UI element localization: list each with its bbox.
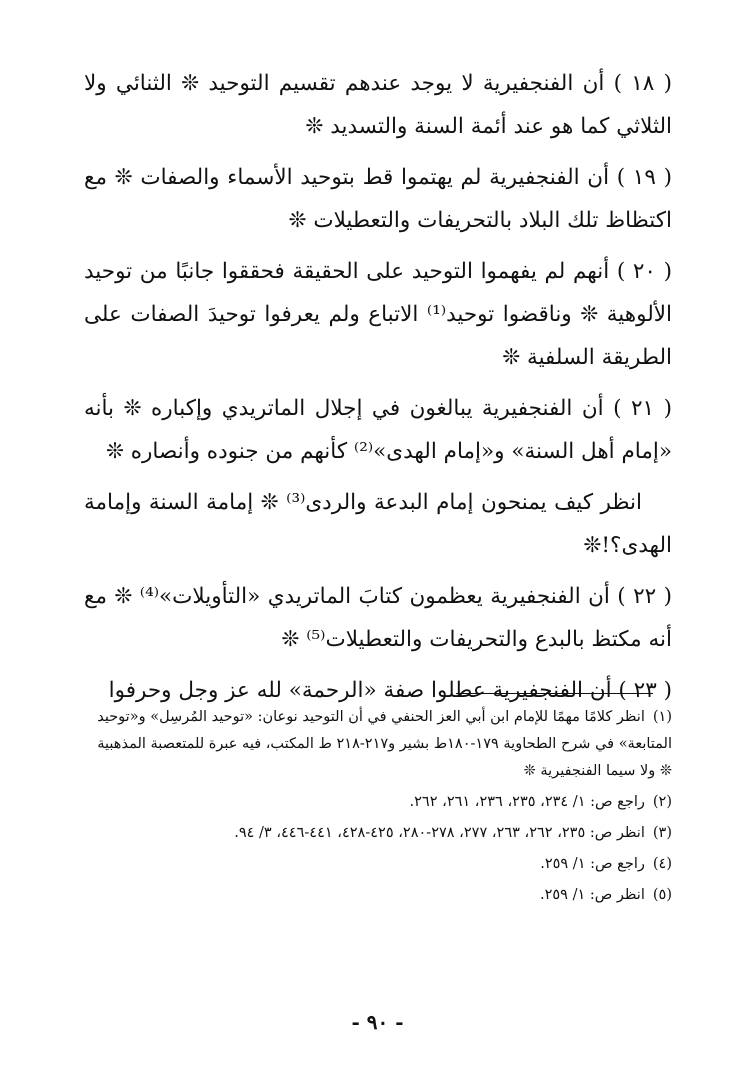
footnote-divider — [456, 693, 653, 694]
footnote-text: انظر ص: ٢٣٥، ٢٦٢، ٢٦٣، ٢٧٧، ٢٧٨-٢٨٠، ٤٢٥-٤٢٨، ٤٤١-٤٤٦، ٣/ ٩٤. — [234, 825, 645, 841]
footnote-number: (٤) — [652, 856, 672, 872]
main-text — [84, 62, 672, 720]
footnote-text: راجع ص: ١/ ٢٣٤، ٢٣٥، ٢٣٦، ٢٦١، ٢٦٢. — [409, 794, 645, 810]
footnote-number: (٢) — [652, 794, 672, 810]
footnote-number: (٥) — [652, 887, 672, 903]
footnote-text: انظر كلامًا مهمًا للإمام ابن أبي العز الحنفي في أن التوحيد نوعان: «توحيد المُرسِل» و«توحيد المتابعة» في شرح الطحاوية ١٧٩-١٨٠ط بشير و٢١٧-٢١٨ ط المكتب، فيه عبرة للمتعصبة المذهبية ❊ ولا سيما الفنجفيرية ❊ — [97, 709, 672, 779]
footnote-number: (١) — [652, 709, 672, 725]
footnote-5 — [84, 882, 672, 909]
footnote-3 — [84, 820, 672, 847]
paragraph-20: ( ٢٠ ) أنهم لم يفهموا التوحيد على الحقيقة فحققوا جانبًا من توحيد الألوهية ❊ وناقضوا توحيد⁽¹⁾ الاتباع ولم يعرفوا توحيدَ الصفات على الطريقة السلفية ❊ — [84, 259, 672, 370]
footnote-text: انظر ص: ١/ ٢٥٩. — [539, 887, 645, 903]
paragraph-22: ( ٢٢ ) أن الفنجفيرية يعظمون كتابَ الماتريدي «التأويلات»⁽⁴⁾ ❊ مع أنه مكتظ بالبدع والتحريفات والتعطيلات⁽⁵⁾ ❊ — [84, 584, 672, 652]
footnotes — [84, 704, 672, 913]
footnote-text: راجع ص: ١/ ٢٥٩. — [540, 856, 645, 872]
paragraph-23: ( ٢٣ ) أن الفنجفيرية عطلوا صفة «الرحمة» لله عز وجل وحرفوا — [108, 678, 672, 703]
footnote-number: (٣) — [652, 825, 672, 841]
footnote-2 — [84, 789, 672, 816]
paragraph-19: ( ١٩ ) أن الفنجفيرية لم يهتموا قط بتوحيد الأسماء والصفات ❊ مع اكتظاظ تلك البلاد بالتحريفات والتعطيلات ❊ — [84, 165, 672, 233]
footnote-1 — [84, 704, 672, 785]
page-number: - ٩٠ - — [351, 1010, 404, 1034]
paragraph-18: ( ١٨ ) أن الفنجفيرية لا يوجد عندهم تقسيم التوحيد ❊ الثنائي ولا الثلاثي كما هو عند أئمة السنة والتسديد ❊ — [84, 71, 672, 139]
footnote-4 — [84, 851, 672, 878]
paragraph-21: ( ٢١ ) أن الفنجفيرية يبالغون في إجلال الماتريدي وإكباره ❊ بأنه «إمام أهل السنة» و«إمام الهدى»⁽²⁾ كأنهم من جنوده وأنصاره ❊ — [84, 396, 672, 464]
paragraph-comment: انظر كيف يمنحون إمام البدعة والردى⁽³⁾ ❊ إمامة السنة وإمامة الهدى؟!❊ — [84, 490, 672, 558]
